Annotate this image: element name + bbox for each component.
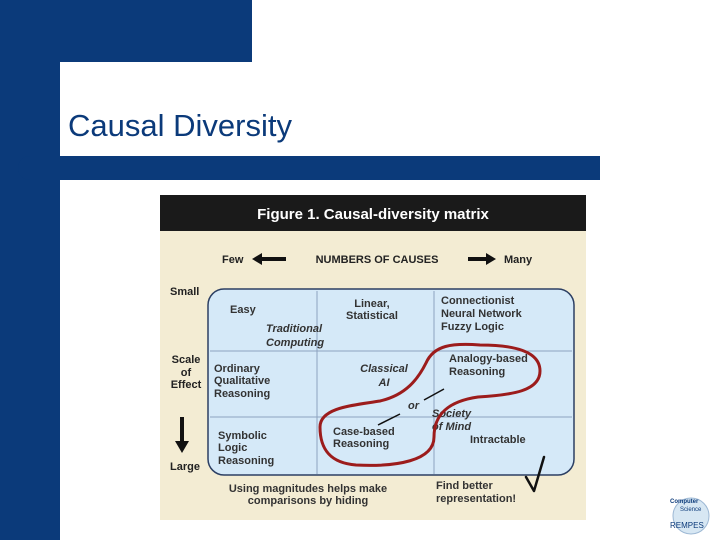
axis-of-label: of xyxy=(180,367,192,379)
cell-ordinary: Ordinary xyxy=(214,363,260,375)
top-brand-band xyxy=(60,0,252,62)
cell-classical: Classical xyxy=(360,363,408,375)
cell-traditional-line2: Computing xyxy=(266,337,325,349)
note-left-line1: Using magnitudes helps make xyxy=(228,483,388,495)
logo-line1: Computer xyxy=(670,499,699,505)
cell-society: Society xyxy=(432,408,472,420)
logo-svg xyxy=(666,494,716,536)
note-right-line2: representation! xyxy=(436,493,517,505)
logo-line3: REMPES xyxy=(670,521,704,530)
axis-scale-label: Scale xyxy=(171,354,201,366)
axis-effect-label: Effect xyxy=(170,379,202,391)
title-rule xyxy=(18,156,600,180)
cell-ai: AI xyxy=(378,377,390,389)
figure-svg xyxy=(160,195,586,520)
axis-numbers-of-causes: NUMBERS OF CAUSES xyxy=(315,254,439,266)
cell-reasoning-2: Reasoning xyxy=(218,455,275,467)
figure-caption: Figure 1. Causal-diversity matrix xyxy=(257,206,489,223)
cell-symbolic: Symbolic xyxy=(218,430,267,442)
logo-line2: Science xyxy=(680,507,702,513)
cell-qualitative: Qualitative xyxy=(214,375,271,387)
cell-linear-line1: Linear, xyxy=(354,298,390,310)
axis-large-label: Large xyxy=(170,461,200,473)
cell-traditional-line1: Traditional xyxy=(266,323,323,335)
cell-analogy: Analogy-based xyxy=(449,353,528,365)
cell-fuzzy-logic: Fuzzy Logic xyxy=(441,321,504,333)
note-right-line1: Find better xyxy=(436,480,493,492)
cell-linear-line2: Statistical xyxy=(346,310,398,322)
cell-reasoning-1: Reasoning xyxy=(214,388,271,400)
axis-small-label: Small xyxy=(170,286,200,298)
cell-connectionist: Connectionist xyxy=(441,295,515,307)
computer-science-logo xyxy=(666,494,716,536)
slide-title: Causal Diversity xyxy=(68,108,292,143)
cell-logic: Logic xyxy=(218,442,248,454)
left-brand-band xyxy=(0,0,60,540)
cell-of-mind: of Mind xyxy=(432,421,472,433)
cell-intractable: Intractable xyxy=(470,434,526,446)
axis-few-label: Few xyxy=(222,254,244,266)
cell-neural-network: Neural Network xyxy=(441,308,522,320)
cell-analogy-reasoning: Reasoning xyxy=(449,366,506,378)
cell-easy: Easy xyxy=(230,304,256,316)
causal-diversity-figure xyxy=(160,195,586,520)
cell-case-based: Case-based xyxy=(333,426,395,438)
cell-case-reasoning: Reasoning xyxy=(333,438,390,450)
cell-or: or xyxy=(408,400,419,412)
axis-many-label: Many xyxy=(504,254,533,266)
note-left-line2: comparisons by hiding xyxy=(247,495,369,507)
